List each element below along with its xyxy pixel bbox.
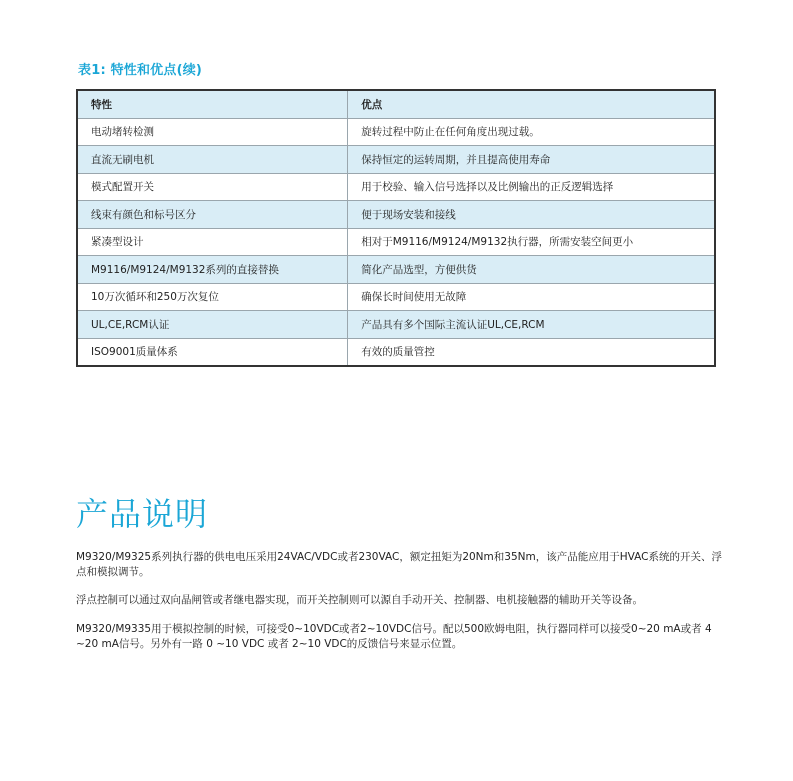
benefit-cell: 有效的质量管控 xyxy=(348,338,715,366)
feature-cell: M9116/M9124/M9132系列的直接替换 xyxy=(77,256,348,284)
description-paragraph: 浮点控制可以通过双向晶闸管或者继电器实现，而开关控制则可以源自手动开关、控制器、电机接触器的辅助开关等设备。 xyxy=(76,594,643,606)
feature-cell: UL,CE,RCM认证 xyxy=(77,311,348,339)
description-paragraph: M9320/M9325系列执行器的供电电压采用24VAC/VDC或者230VAC，额定扭矩为20Nm和35Nm，该产品能应用于HVAC系统的开关、浮点和模拟调节。 xyxy=(76,551,722,578)
header-benefit: 优点 xyxy=(348,90,715,118)
table-row xyxy=(77,283,715,311)
benefit-cell: 确保长时间使用无故障 xyxy=(348,283,715,311)
feature-cell: ISO9001质量体系 xyxy=(77,338,348,366)
feature-cell: 紧凑型设计 xyxy=(77,228,348,256)
description-paragraph: M9320/M9335用于模拟控制的时候，可接受0~10VDC或者2~10VDC信号。配以500欧姆电阻，执行器同样可以接受0~20 mA或者 4 ~20 mA信号。另外有一路 0 ~10 VDC 或者 2~10 VDC的反馈信号来显示位置。 xyxy=(76,623,712,650)
table-row xyxy=(77,201,715,229)
feature-cell: 10万次循环和250万次复位 xyxy=(77,283,348,311)
feature-cell: 线束有颜色和标号区分 xyxy=(77,201,348,229)
table-row xyxy=(77,118,715,146)
feature-cell: 直流无刷电机 xyxy=(77,146,348,174)
table-header-row xyxy=(77,90,715,118)
table-row xyxy=(77,338,715,366)
header-feature: 特性 xyxy=(77,90,348,118)
table-row xyxy=(77,173,715,201)
table-row xyxy=(77,146,715,174)
feature-cell: 电动堵转检测 xyxy=(77,118,348,146)
benefit-cell: 用于校验、输入信号选择以及比例输出的正反逻辑选择 xyxy=(348,173,715,201)
table-row xyxy=(77,228,715,256)
benefit-cell: 简化产品选型，方便供货 xyxy=(348,256,715,284)
table-row xyxy=(77,256,715,284)
benefit-cell: 便于现场安装和接线 xyxy=(348,201,715,229)
benefit-cell: 旋转过程中防止在任何角度出现过载。 xyxy=(348,118,715,146)
table-row xyxy=(77,311,715,339)
benefit-cell: 相对于M9116/M9124/M9132执行器，所需安装空间更小 xyxy=(348,228,715,256)
features-table xyxy=(76,89,716,367)
benefit-cell: 产品具有多个国际主流认证UL,CE,RCM xyxy=(348,311,715,339)
section-title: 产品说明 xyxy=(76,495,209,533)
table-title: 表1: 特性和优点(续) xyxy=(78,63,203,78)
benefit-cell: 保持恒定的运转周期，并且提高使用寿命 xyxy=(348,146,715,174)
feature-cell: 模式配置开关 xyxy=(77,173,348,201)
